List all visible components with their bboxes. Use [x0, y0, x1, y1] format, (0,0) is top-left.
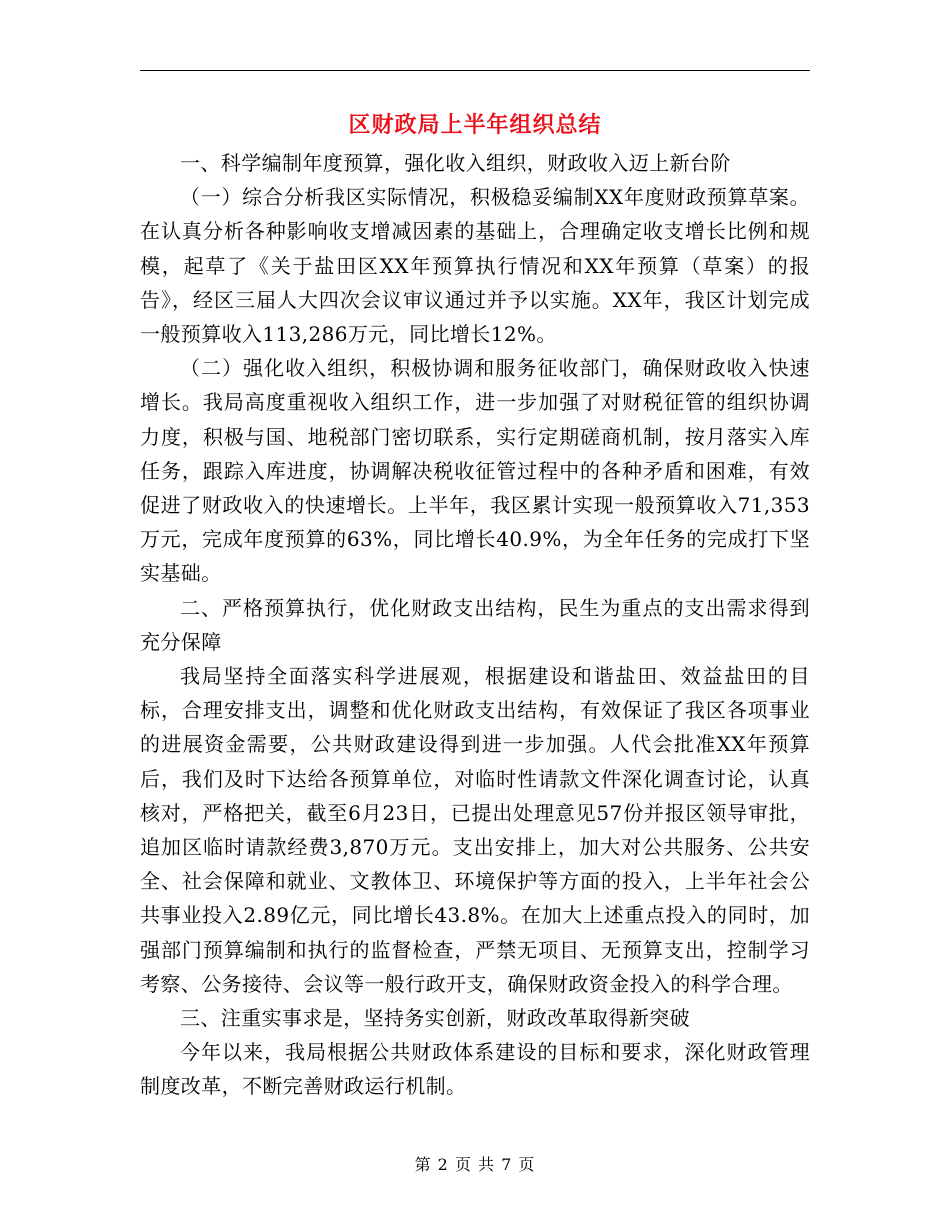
section-heading-1: 一、科学编制年度预算，强化收入组织，财政收入迈上新台阶 [180, 151, 731, 175]
document-title: 区财政局上半年组织总结 [348, 113, 602, 138]
section-heading-2: 二、严格预算执行，优化财政支出结构，民生为重点的支出需求得到充分保障 [140, 595, 810, 654]
page-number: 第 2 页 共 7 页 [414, 1155, 536, 1174]
paragraph-1-1: （一）综合分析我区实际情况，积极稳妥编制XX年度财政预算草案。在认真分析各种影响收支增减因素的基础上，合理确定收支增长比例和规模，起草了《关于盐田区XX年预算执行情况和XX年预算（草案）的报告》，经区三届人大四次会议审议通过并予以实施。XX年，我区计划完成一般预算收入113,286万元，同比增长12%。 [140, 185, 810, 347]
paragraph-2-1: 我局坚持全面落实科学进展观，根据建设和谐盐田、效益盐田的目标，合理安排支出，调整和优化财政支出结构，有效保证了我区各项事业的进展资金需要，公共财政建设得到进一步加强。人代会批准XX年预算后，我们及时下达给各预算单位，对临时性请款文件深化调查讨论，认真核对，严格把关，截至6月23日，已提出处理意见57份并报区领导审批，追加区临时请款经费3,870万元。支出安排上，加大对公共服务、公共安全、社会保障和就业、文教体卫、环境保护等方面的投入，上半年社会公共事业投入2.89亿元，同比增长43.8%。在加大上述重点投入的同时，加强部门预算编制和执行的监督检查，严禁无项目、无预算支出，控制学习考察、公务接待、会议等一般行政开支，确保财政资金投入的科学合理。 [140, 664, 810, 996]
paragraph-1-2: （二）强化收入组织，积极协调和服务征收部门，确保财政收入快速增长。我局高度重视收入组织工作，进一步加强了对财税征管的组织协调力度，积极与国、地税部门密切联系，实行定期磋商机制，按月落实入库任务，跟踪入库进度，协调解决税收征管过程中的各种矛盾和困难，有效促进了财政收入的快速增长。上半年，我区累计实现一般预算收入71,353万元，完成年度预算的63%，同比增长40.9%，为全年任务的完成打下坚实基础。 [140, 356, 810, 586]
document-body [140, 146, 810, 1104]
header-rule [140, 70, 810, 71]
paragraph-3-1: 今年以来，我局根据公共财政体系建设的目标和要求，深化财政管理制度改革，不断完善财政运行机制。 [140, 1040, 810, 1099]
section-heading-3: 三、注重实事求是，坚持务实创新，财政改革取得新突破 [180, 1006, 690, 1031]
